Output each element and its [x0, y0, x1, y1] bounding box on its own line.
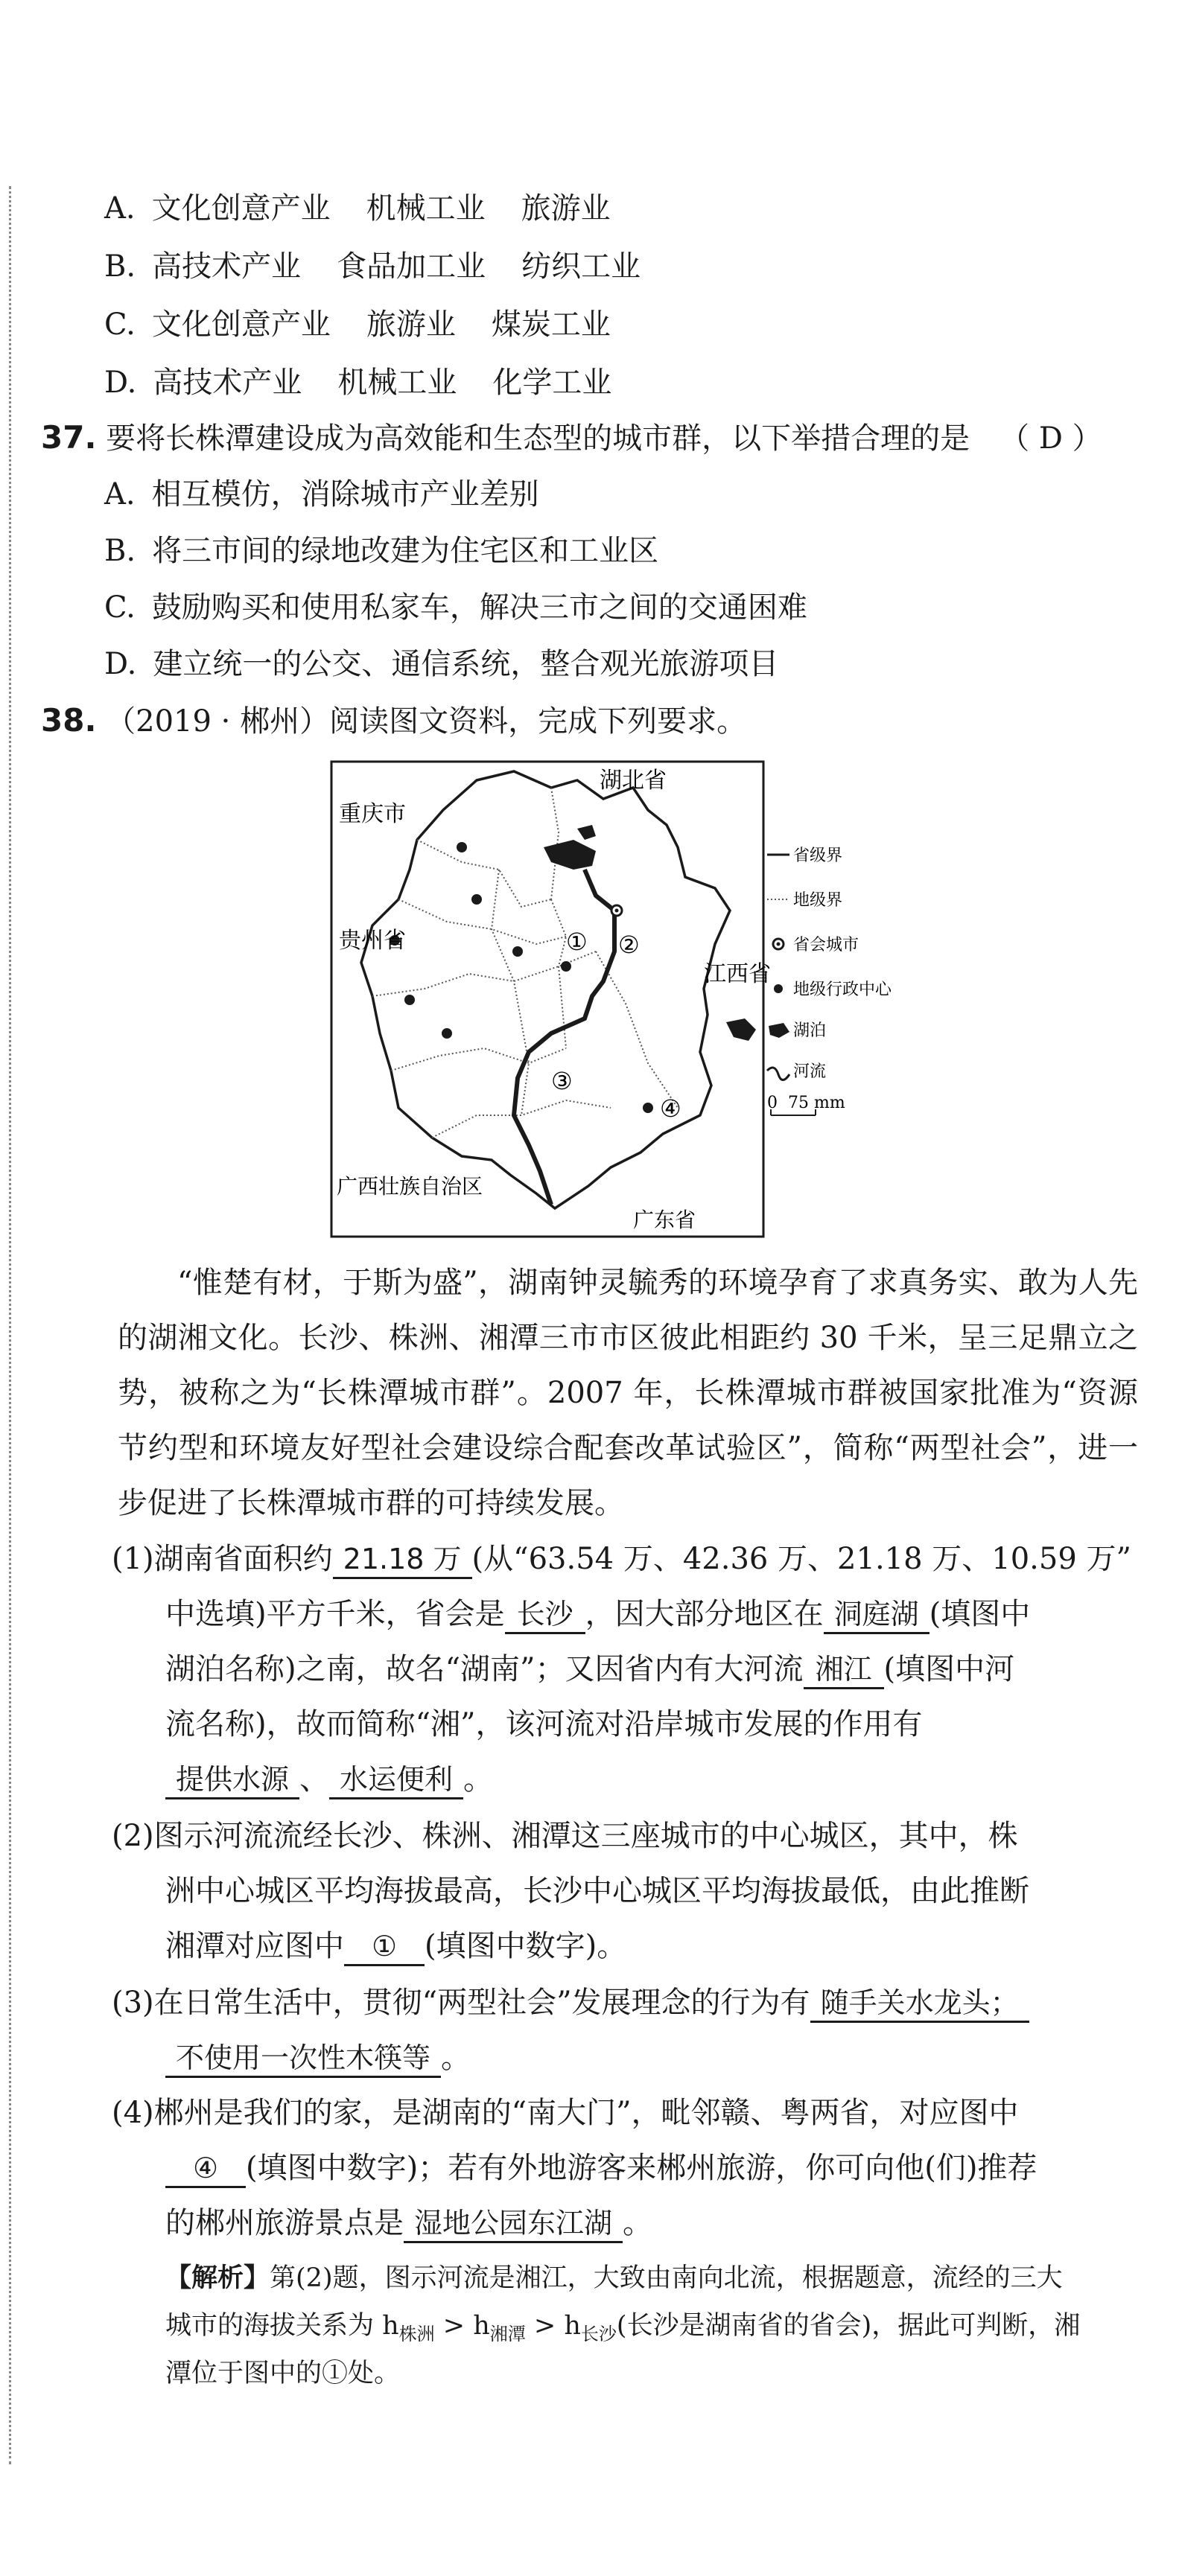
answer-area: 21.18 万 — [333, 1541, 472, 1579]
label-jiangxi: 江西省 — [704, 961, 771, 987]
answer-scenic-spot: 湿地公园东江湖 — [404, 2205, 623, 2243]
svg-text:省级界: 省级界 — [793, 847, 843, 865]
q38-sub1-line1: (1)湖南省面积约 21.18 万 (从“63.54 万、42.36 万、21.18 万、10.59 万” — [112, 1540, 1131, 1579]
q38-sub2-line2: 洲中心城区平均海拔最高，长沙中心城区平均海拔最低，由此推断 — [165, 1874, 1029, 1908]
map-frame — [331, 762, 763, 1237]
answer-behavior-1: 随手关水龙头； — [810, 1985, 1029, 2023]
q38-sub4-line2: ④ (填图中数字)；若有外地游客来郴州旅游，你可向他(们)推荐 — [165, 2149, 1037, 2188]
analysis-line2: 城市的海拔关系为 $h_{株洲} > h_{湘潭} > h_{长沙}$(长沙是湖南省的省会)，据此可判断，湘 — [165, 2311, 1081, 2344]
answer-role-1: 提供水源 — [165, 1762, 299, 1799]
answer-chenzhou: ④ — [165, 2150, 246, 2188]
hunan-map — [328, 758, 892, 1242]
capital-city-marker-center — [615, 909, 619, 913]
label-hubei: 湖北省 — [600, 768, 667, 794]
label-guangdong: 广东省 — [633, 1208, 696, 1232]
prefecture-center-dot — [442, 1028, 452, 1039]
label-chongqing: 重庆市 — [339, 801, 406, 827]
prefecture-center-dot — [471, 894, 482, 905]
marker-2: ② — [618, 931, 640, 959]
marker-3: ③ — [551, 1067, 573, 1095]
q36-option-d: D. 高技术产业 机械工业 化学工业 — [104, 366, 612, 400]
prefecture-center-dot — [643, 1103, 653, 1113]
prefecture-center-dot — [561, 961, 571, 972]
q37-option-c: C. 鼓励购买和使用私家车，解决三市之间的交通困难 — [104, 590, 807, 625]
svg-text:省会城市: 省会城市 — [793, 936, 859, 954]
q38-sub3-line1: (3)在日常生活中，贯彻“两型社会”发展理念的行为有 随手关水龙头； — [112, 1983, 1029, 2023]
analysis-line3: 潭位于图中的①处。 — [165, 2359, 401, 2388]
q38-sub1-line4: 流名称)，故而简称“湘”，该河流对沿岸城市发展的作用有 — [165, 1707, 923, 1741]
svg-text:0: 0 — [767, 1094, 778, 1112]
q37-stem: 37. 要将长株潭建设成为高效能和生态型的城市群，以下举措合理的是 （ D ） — [41, 419, 1102, 456]
analysis-line1: 【解析】第(2)题，图示河流是湘江，大致由南向北流，根据题意，流经的三大 — [165, 2263, 1063, 2293]
q38-sub4-line3: 的郴州旅游景点是 湿地公园东江湖 。 — [165, 2204, 652, 2243]
q37-option-d: D. 建立统一的公交、通信系统，整合观光旅游项目 — [104, 647, 779, 681]
q38-sub4-line1: (4)郴州是我们的家，是湖南的“南大门”，毗邻赣、粤两省，对应图中 — [112, 2096, 1019, 2130]
prefecture-center-dot — [512, 946, 523, 957]
q37-option-b: B. 将三市间的绿地改建为住宅区和工业区 — [104, 534, 659, 568]
analysis-tag: 【解析】 — [165, 2263, 270, 2293]
svg-text:河流: 河流 — [793, 1062, 827, 1081]
q38-passage: “惟楚有材，于斯为盛”，湖南钟灵毓秀的环境孕育了求真务实、敢为人先的湖湘文化。长沙、株洲、湘潭三市市区彼此相距约 30 千米，呈三足鼎立之势，被称之为“长株潭城市群”。2007 年，长株潭城市群被国家批准为“资源节约型和环境友好型社会建设综合配套改革试验区”，简称“两型社会”，进一步促进了长株潭城市群的可持续发展。 — [118, 1266, 1138, 1520]
q37-option-a: A. 相互模仿，消除城市产业差别 — [104, 477, 539, 511]
svg-text:地级界: 地级界 — [793, 891, 843, 910]
answer-capital: 长沙 — [505, 1596, 585, 1634]
q38-stem: 38. （2019 · 郴州）阅读图文资料，完成下列要求。 — [41, 702, 747, 739]
label-guangxi: 广西壮族自治区 — [337, 1174, 483, 1199]
prefecture-center-dot — [404, 995, 415, 1005]
q36-option-b: B. 高技术产业 食品加工业 纺织工业 — [104, 249, 641, 284]
map-scale-bar — [767, 1094, 845, 1115]
q38-sub1-line2: 中选填)平方千米，省会是 长沙 ，因大部分地区在 洞庭湖 (填图中 — [165, 1595, 1030, 1634]
marker-4: ④ — [660, 1094, 681, 1123]
answer-river: 湘江 — [804, 1651, 884, 1689]
answer-lake: 洞庭湖 — [824, 1596, 929, 1634]
q38-sub1-line3: 湖泊名称)之南，故名“湖南”；又因省内有大河流 湘江 (填图中河 — [165, 1650, 1014, 1689]
q38-sub2-line3: 湘潭对应图中 ① (填图中数字)。 — [165, 1927, 626, 1966]
answer-role-2: 水运便利 — [329, 1762, 463, 1799]
prefecture-center-dot — [457, 842, 467, 852]
q38-sub3-line2: 不使用一次性木筷等 。 — [165, 2038, 471, 2078]
answer-xiangtan: ① — [344, 1928, 425, 1966]
q37-answer: （ D ） — [1000, 421, 1102, 456]
svg-text:湖泊: 湖泊 — [793, 1021, 827, 1040]
answer-behavior-2: 不使用一次性木筷等 — [165, 2040, 441, 2078]
q36-option-c: C. 文化创意产业 旅游业 煤炭工业 — [104, 307, 611, 342]
label-guizhou: 贵州省 — [339, 928, 406, 954]
marker-1: ① — [566, 928, 588, 956]
binding-cut-line — [9, 186, 11, 2464]
q38-sub1-line5: 提供水源 、 水运便利 。 — [165, 1760, 493, 1799]
map-legend — [767, 847, 892, 1081]
q36-option-a: A. 文化创意产业 机械工业 旅游业 — [104, 191, 611, 226]
svg-text:地级行政中心: 地级行政中心 — [793, 981, 892, 999]
svg-text:75 mm: 75 mm — [788, 1094, 845, 1112]
q38-sub2-line1: (2)图示河流流经长沙、株洲、湘潭这三座城市的中心城区，其中，株 — [112, 1819, 1018, 1853]
